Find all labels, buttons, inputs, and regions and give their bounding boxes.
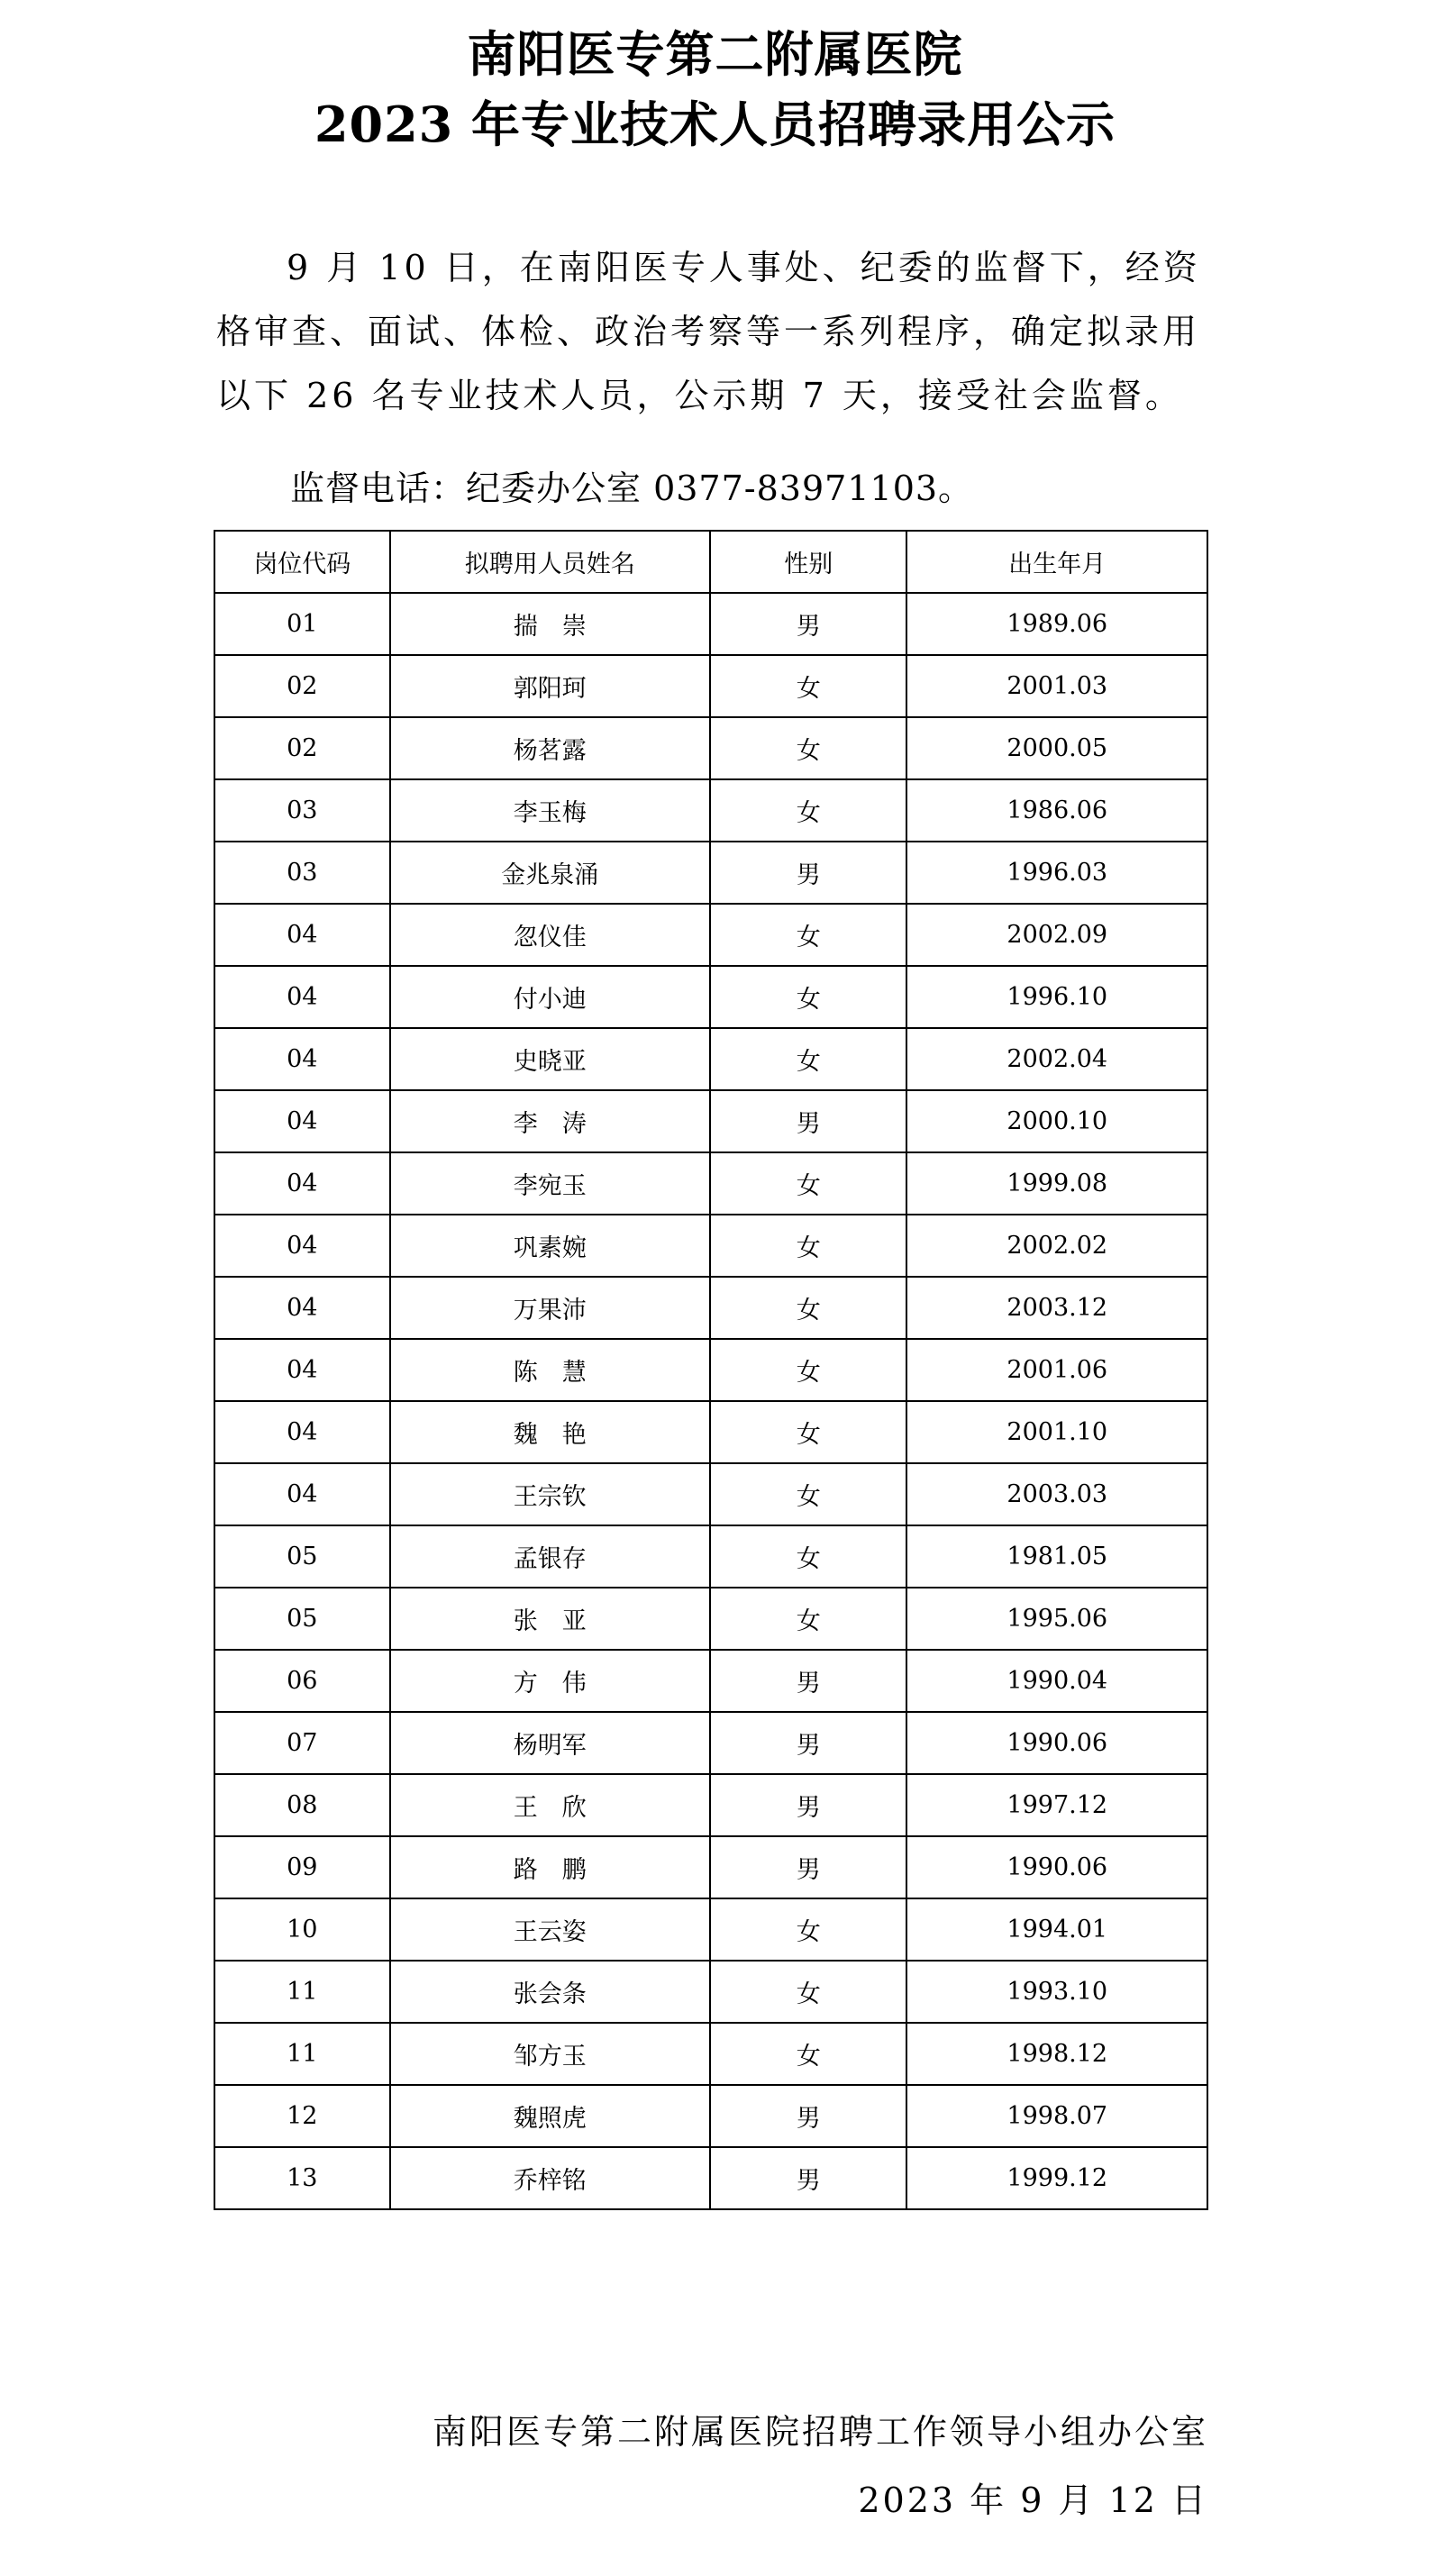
post-code-cell: 04 (214, 1152, 390, 1215)
gender-cell: 女 (710, 1152, 907, 1215)
birth-cell: 2001.06 (906, 1339, 1207, 1401)
name-cell: 万果沛 (390, 1277, 710, 1339)
name-cell: 方 伟 (390, 1650, 710, 1712)
name-cell: 巩素婉 (390, 1215, 710, 1277)
gender-cell: 男 (710, 1090, 907, 1152)
birth-cell: 1997.12 (906, 1774, 1207, 1836)
document-title-line2: 2023 年专业技术人员招聘录用公示 (314, 96, 1116, 153)
post-code-cell: 04 (214, 1401, 390, 1463)
table-row (214, 1215, 1207, 1277)
birth-cell: 1993.10 (906, 1961, 1207, 2023)
birth-cell: 2001.10 (906, 1401, 1207, 1463)
birth-cell: 2001.03 (906, 655, 1207, 717)
post-code-cell: 04 (214, 966, 390, 1028)
name-cell: 邹方玉 (390, 2023, 710, 2085)
table-row (214, 1961, 1207, 2023)
gender-cell: 男 (710, 1650, 907, 1712)
birth-cell: 1998.12 (906, 2023, 1207, 2085)
gender-cell: 女 (710, 779, 907, 842)
birth-cell: 2003.03 (906, 1463, 1207, 1525)
gender-cell: 女 (710, 1961, 907, 2023)
header-gender: 性别 (710, 531, 907, 593)
post-code-cell: 04 (214, 1028, 390, 1090)
table-row (214, 2023, 1207, 2085)
table-row (214, 1898, 1207, 1961)
gender-cell: 女 (710, 1588, 907, 1650)
birth-cell: 1990.06 (906, 1712, 1207, 1774)
gender-cell: 女 (710, 966, 907, 1028)
name-cell: 陈 慧 (390, 1339, 710, 1401)
birth-cell: 2002.02 (906, 1215, 1207, 1277)
gender-cell: 女 (710, 1277, 907, 1339)
table-row (214, 1836, 1207, 1898)
post-code-cell: 04 (214, 1215, 390, 1277)
gender-cell: 男 (710, 1712, 907, 1774)
document-title-line1: 南阳医专第二附属医院 (467, 25, 963, 83)
gender-cell: 男 (710, 842, 907, 904)
name-cell: 杨明军 (390, 1712, 710, 1774)
name-cell: 孟银存 (390, 1525, 710, 1588)
gender-cell: 女 (710, 655, 907, 717)
gender-cell: 女 (710, 1028, 907, 1090)
table-header-row (214, 531, 1207, 593)
gender-cell: 男 (710, 1774, 907, 1836)
birth-cell: 1986.06 (906, 779, 1207, 842)
birth-cell: 1998.07 (906, 2085, 1207, 2147)
issue-date: 2023 年 9 月 12 日 (858, 2480, 1208, 2520)
birth-cell: 1990.04 (906, 1650, 1207, 1712)
header-post-code: 岗位代码 (214, 531, 390, 593)
name-cell: 杨茗露 (390, 717, 710, 779)
table-row (214, 779, 1207, 842)
table-row (214, 1028, 1207, 1090)
name-cell: 郭阳珂 (390, 655, 710, 717)
post-code-cell: 09 (214, 1836, 390, 1898)
table-row (214, 2085, 1207, 2147)
post-code-cell: 03 (214, 842, 390, 904)
birth-cell: 2002.04 (906, 1028, 1207, 1090)
hiring-roster-table (214, 530, 1208, 2210)
header-birth: 出生年月 (906, 531, 1207, 593)
table-row (214, 1525, 1207, 1588)
post-code-cell: 05 (214, 1588, 390, 1650)
name-cell: 张会条 (390, 1961, 710, 2023)
name-cell: 忽仪佳 (390, 904, 710, 966)
table-row (214, 1650, 1207, 1712)
table-row (214, 717, 1207, 779)
post-code-cell: 08 (214, 1774, 390, 1836)
name-cell: 李玉梅 (390, 779, 710, 842)
post-code-cell: 12 (214, 2085, 390, 2147)
post-code-cell: 04 (214, 1277, 390, 1339)
birth-cell: 2000.10 (906, 1090, 1207, 1152)
post-code-cell: 04 (214, 1339, 390, 1401)
table-row (214, 1588, 1207, 1650)
post-code-cell: 04 (214, 1090, 390, 1152)
table-row (214, 1090, 1207, 1152)
post-code-cell: 03 (214, 779, 390, 842)
gender-cell: 女 (710, 1401, 907, 1463)
birth-cell: 1989.06 (906, 593, 1207, 655)
post-code-cell: 07 (214, 1712, 390, 1774)
gender-cell: 男 (710, 2085, 907, 2147)
table-body (214, 593, 1207, 2209)
table-row (214, 1463, 1207, 1525)
post-code-cell: 04 (214, 1463, 390, 1525)
name-cell: 张 亚 (390, 1588, 710, 1650)
birth-cell: 1999.08 (906, 1152, 1207, 1215)
gender-cell: 男 (710, 593, 907, 655)
gender-cell: 男 (710, 1836, 907, 1898)
name-cell: 乔梓铭 (390, 2147, 710, 2209)
gender-cell: 女 (710, 1339, 907, 1401)
post-code-cell: 11 (214, 2023, 390, 2085)
gender-cell: 女 (710, 1898, 907, 1961)
issuing-office: 南阳医专第二附属医院招聘工作领导小组办公室 (432, 2412, 1208, 2452)
birth-cell: 2000.05 (906, 717, 1207, 779)
header-name: 拟聘用人员姓名 (390, 531, 710, 593)
name-cell: 金兆泉涌 (390, 842, 710, 904)
table-row (214, 2147, 1207, 2209)
post-code-cell: 13 (214, 2147, 390, 2209)
birth-cell: 1996.10 (906, 966, 1207, 1028)
name-cell: 史晓亚 (390, 1028, 710, 1090)
name-cell: 路 鹏 (390, 1836, 710, 1898)
name-cell: 魏 艳 (390, 1401, 710, 1463)
post-code-cell: 10 (214, 1898, 390, 1961)
table-row (214, 1401, 1207, 1463)
name-cell: 付小迪 (390, 966, 710, 1028)
gender-cell: 男 (710, 2147, 907, 2209)
post-code-cell: 01 (214, 593, 390, 655)
gender-cell: 女 (710, 1525, 907, 1588)
birth-cell: 1999.12 (906, 2147, 1207, 2209)
post-code-cell: 06 (214, 1650, 390, 1712)
table-row (214, 655, 1207, 717)
birth-cell: 2003.12 (906, 1277, 1207, 1339)
post-code-cell: 04 (214, 904, 390, 966)
name-cell: 李 涛 (390, 1090, 710, 1152)
name-cell: 李宛玉 (390, 1152, 710, 1215)
gender-cell: 女 (710, 2023, 907, 2085)
post-code-cell: 05 (214, 1525, 390, 1588)
name-cell: 王云姿 (390, 1898, 710, 1961)
name-cell: 揣 崇 (390, 593, 710, 655)
table-row (214, 1339, 1207, 1401)
table-row (214, 904, 1207, 966)
post-code-cell: 11 (214, 1961, 390, 2023)
table-row (214, 1774, 1207, 1836)
gender-cell: 女 (710, 1463, 907, 1525)
post-code-cell: 02 (214, 655, 390, 717)
post-code-cell: 02 (214, 717, 390, 779)
table-row (214, 593, 1207, 655)
name-cell: 王 欣 (390, 1774, 710, 1836)
gender-cell: 女 (710, 904, 907, 966)
birth-cell: 1990.06 (906, 1836, 1207, 1898)
name-cell: 王宗钦 (390, 1463, 710, 1525)
gender-cell: 女 (710, 717, 907, 779)
gender-cell: 女 (710, 1215, 907, 1277)
birth-cell: 1981.05 (906, 1525, 1207, 1588)
table-row (214, 842, 1207, 904)
birth-cell: 1996.03 (906, 842, 1207, 904)
supervision-phone: 监督电话：纪委办公室 0377-83971103。 (290, 469, 974, 508)
intro-paragraph: 9 月 10 日，在南阳医专人事处、纪委的监督下，经资格审查、面试、体检、政治考察等一系列程序，确定拟录用以下 26 名专业技术人员，公示期 7 天，接受社会监督。 (216, 248, 1201, 415)
birth-cell: 1994.01 (906, 1898, 1207, 1961)
name-cell: 魏照虎 (390, 2085, 710, 2147)
table-row (214, 1712, 1207, 1774)
table-row (214, 1277, 1207, 1339)
table-row (214, 1152, 1207, 1215)
birth-cell: 2002.09 (906, 904, 1207, 966)
birth-cell: 1995.06 (906, 1588, 1207, 1650)
table-row (214, 966, 1207, 1028)
